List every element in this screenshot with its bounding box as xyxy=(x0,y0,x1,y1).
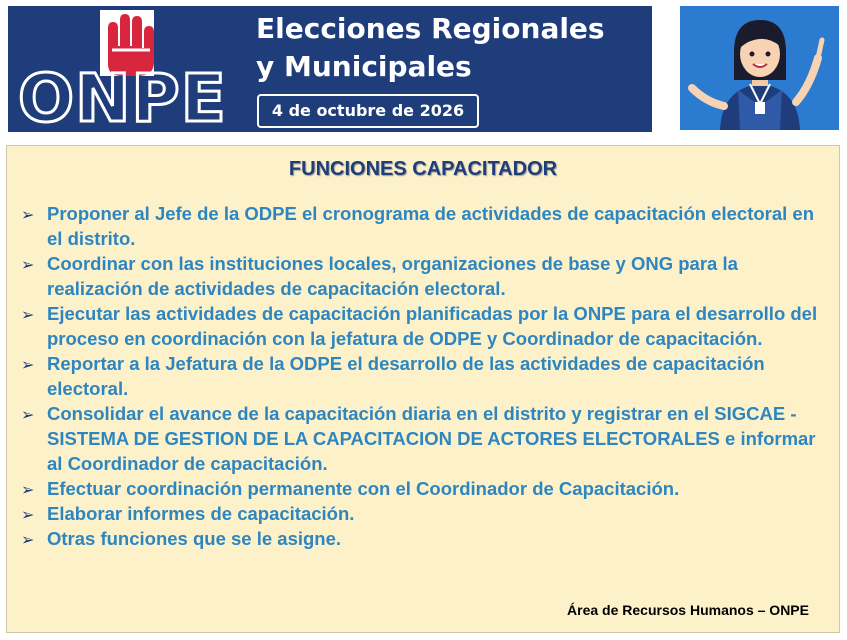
list-item xyxy=(21,526,821,551)
arrow-bullet-icon: ➢ xyxy=(21,205,35,224)
list-item-text: Coordinar con las instituciones locales, organizaciones de base y ONG para la realización de actividades de capacitación electoral. xyxy=(47,253,738,299)
title-line-2: y Municipales xyxy=(256,50,472,83)
arrow-bullet-icon: ➢ xyxy=(21,480,35,499)
logo-text: ONPE xyxy=(18,60,227,137)
list-item xyxy=(21,301,821,351)
event-title xyxy=(256,10,652,86)
arrow-bullet-icon: ➢ xyxy=(21,405,35,424)
presenter-avatar xyxy=(680,6,839,130)
list-item-text: Elaborar informes de capacitación. xyxy=(47,503,355,524)
list-item xyxy=(21,201,821,251)
list-item xyxy=(21,401,821,476)
list-item xyxy=(21,501,821,526)
list-item-text: Otras funciones que se le asigne. xyxy=(47,528,342,549)
presenter-avatar-icon xyxy=(680,6,839,130)
event-date: 4 de octubre de 2026 xyxy=(257,94,479,128)
list-item-text: Reportar a la Jefatura de la ODPE el desarrollo de las actividades de capacitación electoral. xyxy=(47,353,765,399)
list-item-text: Proponer al Jefe de la ODPE el cronograma de actividades de capacitación electoral en el distrito. xyxy=(47,203,815,249)
footer-credit: Área de Recursos Humanos – ONPE xyxy=(567,602,809,618)
list-item xyxy=(21,251,821,301)
onpe-logo xyxy=(8,6,238,137)
list-item-text: Consolidar el avance de la capacitación diaria en el distrito y registrar en el SIGCAE - SISTEMA DE GESTION DE LA CAPACITACION DE ACTORES ELECTORALES e informar al Coordinador de capacitación. xyxy=(47,403,816,474)
panel-title: FUNCIONES CAPACITADOR xyxy=(288,158,558,180)
list-item xyxy=(21,476,821,501)
functions-panel xyxy=(6,145,840,633)
list-item-text: Efectuar coordinación permanente con el Coordinador de Capacitación. xyxy=(47,478,680,499)
header-banner xyxy=(8,6,652,137)
title-line-1: Elecciones Regionales xyxy=(256,12,605,45)
arrow-bullet-icon: ➢ xyxy=(21,355,35,374)
arrow-bullet-icon: ➢ xyxy=(21,255,35,274)
arrow-bullet-icon: ➢ xyxy=(21,530,35,549)
list-item xyxy=(21,351,821,401)
list-item-text: Ejecutar las actividades de capacitación planificadas por la ONPE para el desarrollo del proceso en coordinación con la jefatura de ODPE y Coordinador de capacitación. xyxy=(47,303,818,349)
arrow-bullet-icon: ➢ xyxy=(21,305,35,324)
functions-list xyxy=(21,201,821,551)
arrow-bullet-icon: ➢ xyxy=(21,505,35,524)
